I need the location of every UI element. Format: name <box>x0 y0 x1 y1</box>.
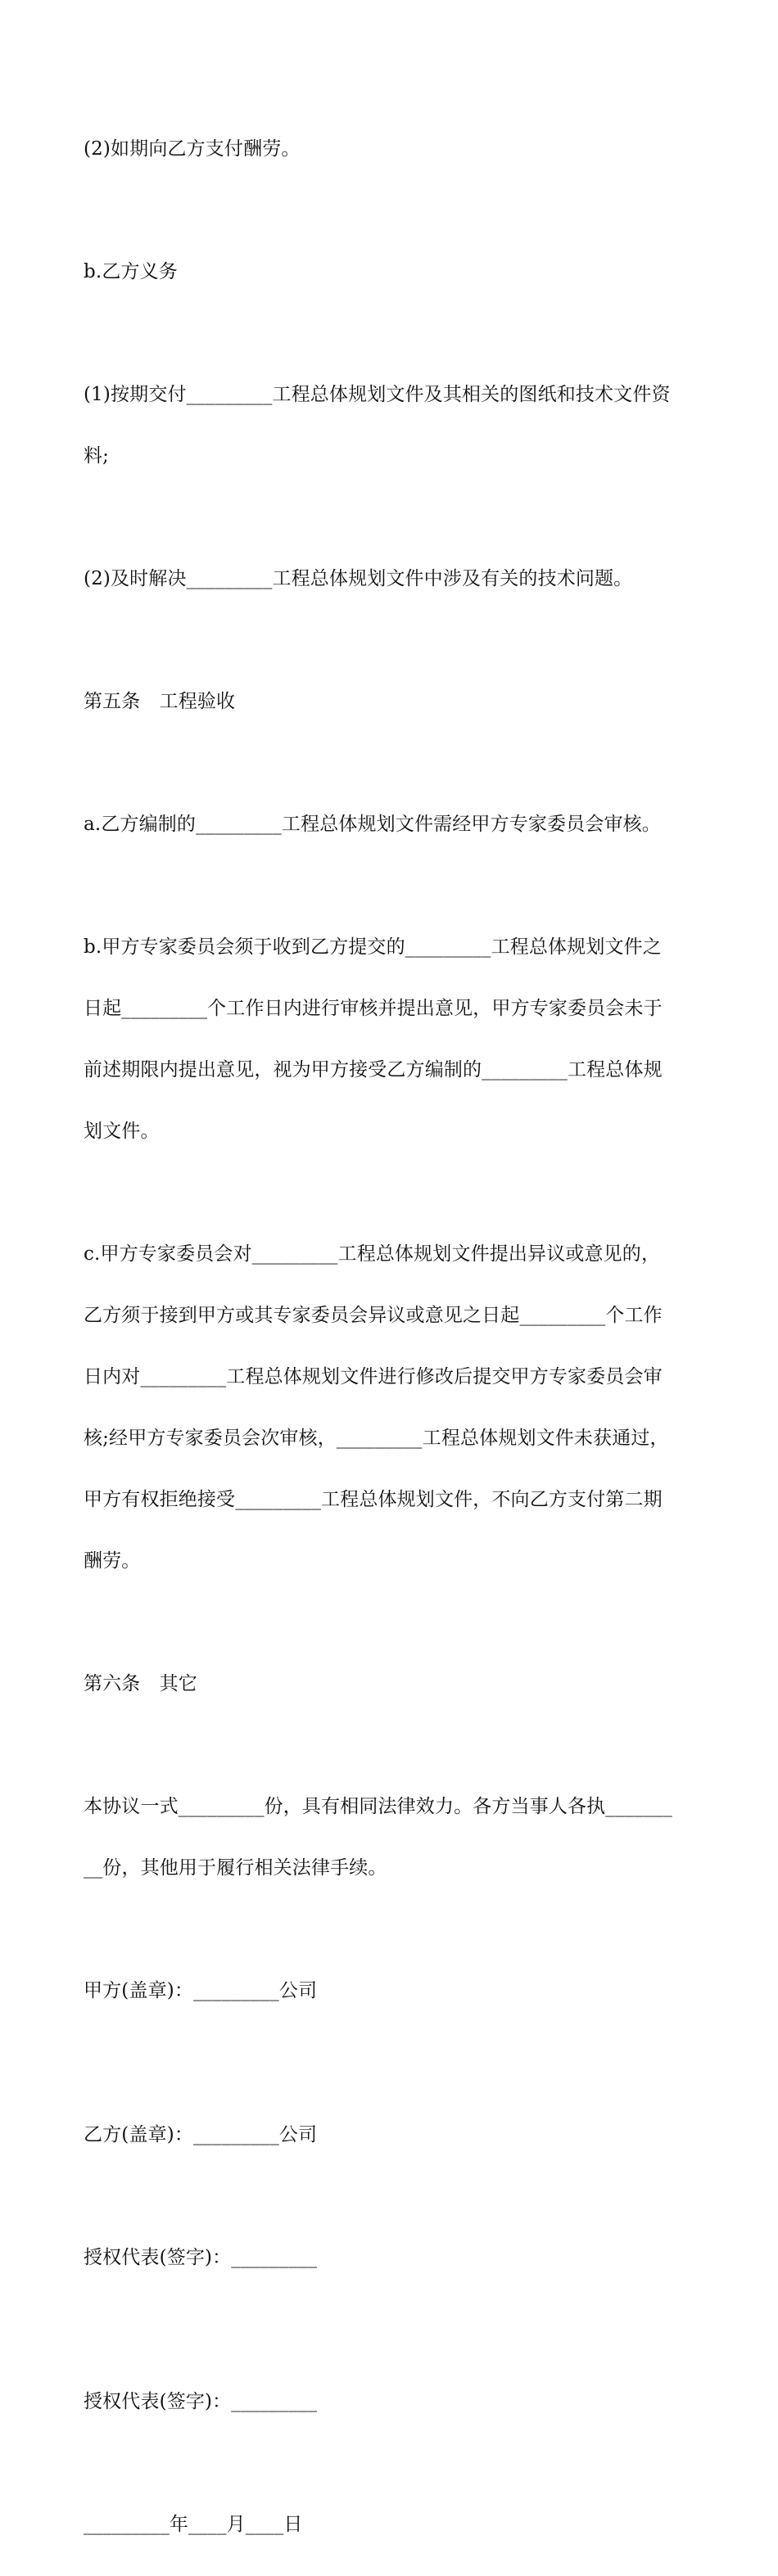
signature-authorized-rep-2 <box>84 2351 699 2453</box>
clause-party-b-obligation-1 <box>84 344 699 508</box>
text-line: b.乙方义务 <box>84 261 178 282</box>
clause-5c <box>84 1203 699 1613</box>
text-line: 划文件。 <box>84 1121 160 1142</box>
text-line: __份，其他用于履行相关法律手续。 <box>84 1857 387 1879</box>
section-heading-article-6 <box>84 1633 699 1735</box>
text-line: 甲方有权拒绝接受_________工程总体规划文件，不向乙方支付第二期 <box>84 1489 663 1510</box>
text-line: 核;经甲方专家委员会次审核，_________工程总体规划文件未获通过， <box>84 1428 669 1449</box>
text-line: 乙方须于接到甲方或其专家委员会异议或意见之日起_________个工作 <box>84 1305 663 1326</box>
text-line: c.甲方专家委员会对_________工程总体规划文件提出异议或意见的， <box>84 1243 661 1265</box>
clause-party-a-obligation-2 <box>84 98 699 201</box>
subheading-party-b-obligations <box>84 221 699 323</box>
text-line: 料; <box>84 445 110 467</box>
text-line: 日内对_________工程总体规划文件进行修改后提交甲方专家委员会审 <box>84 1366 663 1387</box>
text-line: 本协议一式_________份，具有相同法律效力。各方当事人各执_______ <box>84 1796 672 1817</box>
clause-party-b-obligation-2 <box>84 528 699 630</box>
signature-party-b-seal <box>84 2084 699 2186</box>
signature-authorized-rep-1 <box>84 2207 699 2309</box>
text-line: 授权代表(签字)：_________ <box>84 2247 318 2268</box>
text-line: 酬劳。 <box>84 1550 141 1572</box>
text-line: _________年____月____日 <box>84 2514 303 2535</box>
text-line: 乙方(盖章)：_________公司 <box>84 2124 318 2145</box>
text-line: a.乙方编制的_________工程总体规划文件需经甲方专家委员会审核。 <box>84 814 661 835</box>
section-heading-article-5 <box>84 651 699 753</box>
text-line: b.甲方专家委员会须于收到乙方提交的_________工程总体规划文件之 <box>84 936 662 958</box>
text-line: 日起_________个工作日内进行审核并提出意见，甲方专家委员会未于 <box>84 998 663 1019</box>
text-line: (2)及时解决_________工程总体规划文件中涉及有关的技术问题。 <box>84 568 633 589</box>
text-line: (2)如期向乙方支付酬劳。 <box>84 138 301 160</box>
signature-party-a-seal <box>84 1940 699 2042</box>
signature-date-line <box>84 2474 699 2576</box>
text-line: 前述期限内提出意见，视为甲方接受乙方编制的_________工程总体规 <box>84 1059 663 1080</box>
clause-copies <box>84 1756 699 1920</box>
text-line: 授权代表(签字)：_________ <box>84 2391 318 2412</box>
clause-5a <box>84 774 699 876</box>
text-line: 甲方(盖章)：_________公司 <box>84 1980 318 2001</box>
text-line: 第五条 工程验收 <box>84 691 236 712</box>
document-page <box>84 98 699 2576</box>
text-line: (1)按期交付_________工程总体规划文件及其相关的图纸和技术文件资 <box>84 384 671 405</box>
text-line: 第六条 其它 <box>84 1673 197 1694</box>
clause-5b <box>84 896 699 1183</box>
